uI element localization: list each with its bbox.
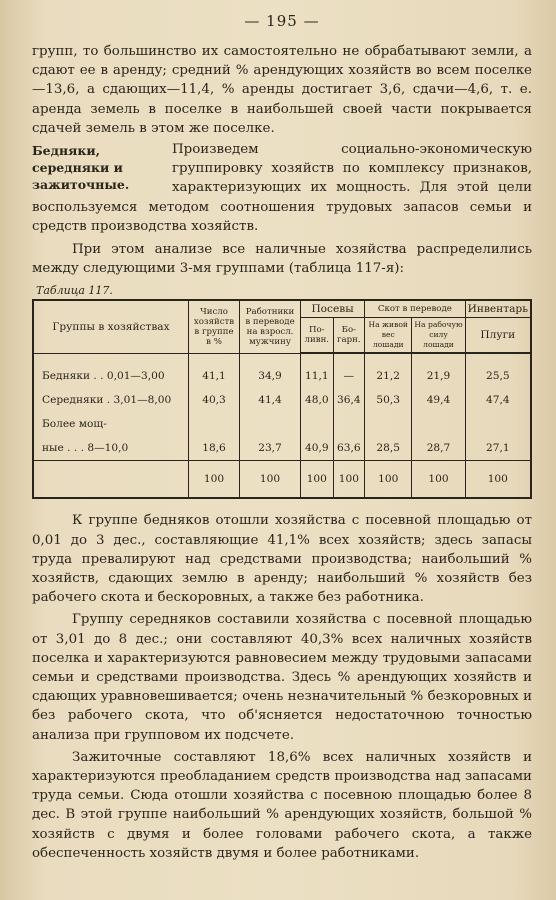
row-label: Середняки . 3,01—8,00 xyxy=(33,388,189,412)
total-cell: 100 xyxy=(412,461,465,499)
table-total-row xyxy=(33,461,531,499)
cell: 41,1 xyxy=(189,364,240,388)
cell: 40,3 xyxy=(189,388,240,412)
paragraph-6: Зажиточные составляют 18,6% всех наличных хозяйств и характеризуются преобладанием средств производства над запасами труда семьи. Сюда отошли хозяйства с посевною площадью более 8 дес. В этой группе наибольший % арендующих хозяйств, большой % хозяйств с двумя и более головами рабочего скота, а также обеспеченность хозяйств двумя и более работниками. xyxy=(32,749,532,861)
col-livestock-weight: На живой вес лошади xyxy=(365,318,412,354)
cell: 47,4 xyxy=(465,388,531,412)
cell: 50,3 xyxy=(365,388,412,412)
total-cell: 100 xyxy=(189,461,240,499)
cell: 23,7 xyxy=(240,436,301,461)
table-row xyxy=(33,364,531,388)
col-livestock-force: На рабочую силу лошади xyxy=(412,318,465,354)
cell: — xyxy=(333,364,364,388)
col-sowing: Посевы xyxy=(301,300,365,318)
cell: 36,4 xyxy=(333,388,364,412)
row-label: Бедняки . . 0,01—3,00 xyxy=(33,364,189,388)
cell: 21,9 xyxy=(412,364,465,388)
table-row xyxy=(33,388,531,412)
col-count: Число хозяйств в группе в % xyxy=(189,300,240,353)
cell: 34,9 xyxy=(240,364,301,388)
cell: 28,7 xyxy=(412,436,465,461)
col-workers: Работники в переводе на взросл. мужчину xyxy=(240,300,301,353)
paragraph-5: Группу середняков составили хозяйства с посевной площадью от 3,01 до 8 дес.; они составляют 40,3% всех наличных хозяйств поселка и характеризуются равновесием между трудовыми запасами семьи и средствами производства. Здесь % арендующих хозяйств и сдающих уравновешивается; очень незначительный % безкоровных и без рабочего скота, что об'ясняется недостаточною точностью анализа при групповом их подсчете. xyxy=(32,612,532,743)
page-number: — 195 — xyxy=(244,12,320,30)
cell: 28,5 xyxy=(365,436,412,461)
total-cell: 100 xyxy=(333,461,364,499)
paragraph-4: К группе бедняков отошли хозяйства с посевной площадью от 0,01 до 3 дес., составляющие 41,1% всех хозяйств; здесь запасы труда превалируют над средствами производства; наибольший % хозяйств, сдающих землю в аренду; наибольший % хозяйств без рабочего скота и бескоровных, а также без работника. xyxy=(32,513,532,606)
paragraph-3: При этом анализе все наличные хозяйства распределились между следующими 3-мя группами (таблица 117-я): xyxy=(32,242,532,277)
cell: 48,0 xyxy=(301,388,334,412)
col-ploughs: Плуги xyxy=(465,318,531,354)
paragraph-top: групп, то большинство их самостоятельно не обрабатывают земли, а сдают ее в аренду; средний % арендующих хозяйств во всем поселке—13,6, а сдающих—11,4, % аренды достигает 3,6, сдачи—4,6, т. е. аренда земель в поселке в наибольшей своей части покрывается сдачей земель в этом же поселке. xyxy=(32,44,532,136)
total-cell: 100 xyxy=(365,461,412,499)
row-label: Более мощ- xyxy=(33,412,189,436)
col-livestock: Скот в переводе xyxy=(365,300,466,318)
cell: 18,6 xyxy=(189,436,240,461)
total-cell: 100 xyxy=(465,461,531,499)
total-cell: 100 xyxy=(301,461,334,499)
table-row xyxy=(33,412,531,436)
cell: 21,2 xyxy=(365,364,412,388)
cell: 63,6 xyxy=(333,436,364,461)
cell: 49,4 xyxy=(412,388,465,412)
total-cell: 100 xyxy=(240,461,301,499)
cell: 40,9 xyxy=(301,436,334,461)
table-row xyxy=(33,436,531,461)
col-sowing-irrigated: По-ливн. xyxy=(301,318,334,354)
cell: 27,1 xyxy=(465,436,531,461)
cell: 25,5 xyxy=(465,364,531,388)
side-heading: Бедняки, середняки и зажиточные. xyxy=(32,143,130,193)
col-sowing-dry: Бо-гарн. xyxy=(333,318,364,354)
row-label-cont: ные . . . 8—10,0 xyxy=(33,436,189,461)
col-inventory: Инвентарь xyxy=(465,300,531,318)
data-table xyxy=(32,299,532,499)
table-caption: Таблица 117. xyxy=(36,284,113,298)
col-groups: Группы в хозяйствах xyxy=(33,300,189,353)
cell: 11,1 xyxy=(301,364,334,388)
paragraph-2: Произведем социально-экономическую группировку хозяйств по комплексу признаков, характеризующих их мощность. Для этой цели воспользуемся методом соотношения трудовых запасов семьи и средств производства хозяйств. xyxy=(32,142,532,234)
cell: 41,4 xyxy=(240,388,301,412)
